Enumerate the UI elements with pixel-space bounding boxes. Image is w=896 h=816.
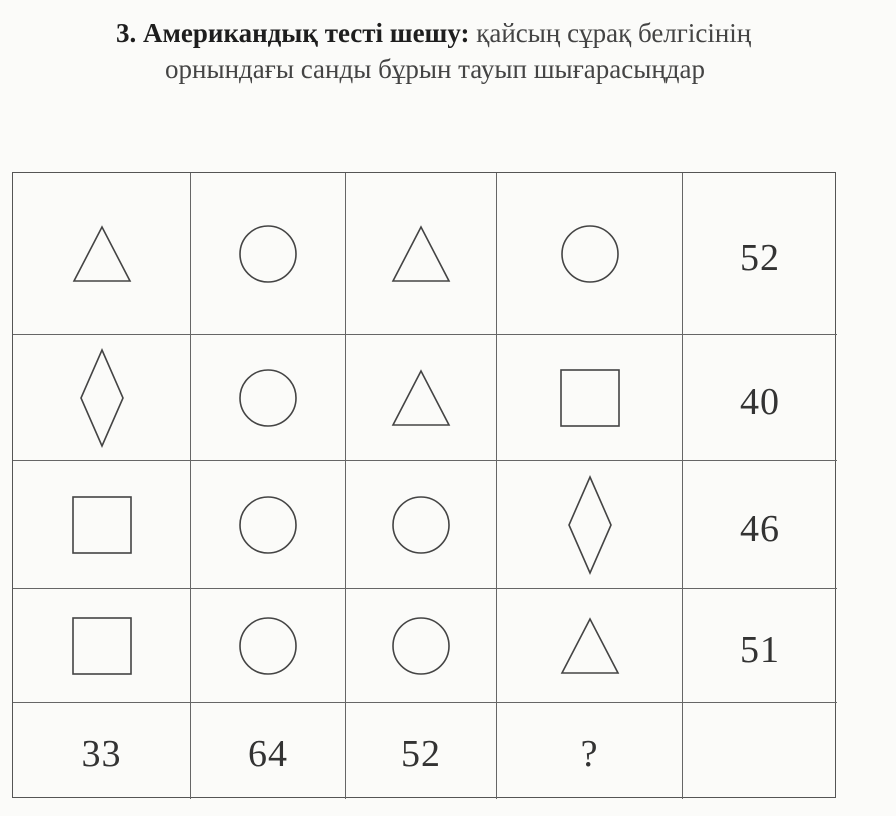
grid-cell — [346, 173, 497, 335]
triangle-icon — [391, 225, 451, 283]
grid-cell — [13, 335, 191, 461]
grid-cell — [497, 335, 683, 461]
column-sum-cell — [13, 703, 191, 799]
task-heading-line1 — [116, 14, 751, 52]
row-sum-cell — [683, 461, 837, 589]
task-number-title: 3. Американдық тесті шешу: — [116, 18, 470, 48]
circle-icon — [560, 224, 620, 284]
diamond-icon — [567, 475, 613, 575]
row-sum-cell — [683, 335, 837, 461]
square-icon — [559, 368, 621, 428]
row-sum-value: 46 — [740, 507, 780, 550]
circle-icon — [238, 224, 298, 284]
triangle-icon — [72, 225, 132, 283]
row-sum-value: 52 — [740, 236, 780, 279]
task-instruction-part2: орнындағы санды бұрын тауып шығарасыңдар — [165, 54, 706, 84]
column-sum-value: 33 — [81, 733, 122, 775]
circle-icon — [238, 495, 298, 555]
grid-cell — [497, 173, 683, 335]
circle-icon — [238, 616, 298, 676]
square-icon — [71, 495, 133, 555]
triangle-icon — [560, 617, 620, 675]
grid-cell — [497, 461, 683, 589]
row-sum-cell — [683, 173, 837, 335]
grid-cell — [191, 589, 346, 703]
unknown-sum-value: ? — [580, 733, 599, 775]
column-sum-value: 64 — [248, 733, 288, 775]
grid-cell — [191, 173, 346, 335]
triangle-icon — [391, 369, 451, 427]
grid-cell — [13, 461, 191, 589]
grid-cell — [191, 461, 346, 589]
task-instruction-part1: қайсың сұрақ белгісінің — [469, 18, 752, 48]
empty-corner-cell — [683, 703, 837, 799]
column-sum-value: 52 — [401, 733, 441, 775]
grid-cell — [13, 589, 191, 703]
row-sum-value: 40 — [740, 380, 780, 423]
circle-icon — [391, 495, 451, 555]
column-sum-cell — [346, 703, 497, 799]
grid-cell — [346, 589, 497, 703]
circle-icon — [238, 368, 298, 428]
grid-cell — [191, 335, 346, 461]
diamond-icon — [79, 348, 125, 448]
grid-cell — [497, 589, 683, 703]
grid-cell — [346, 461, 497, 589]
column-sum-cell — [497, 703, 683, 799]
puzzle-grid — [12, 172, 836, 798]
grid-cell — [346, 335, 497, 461]
grid-cell — [13, 173, 191, 335]
square-icon — [71, 616, 133, 676]
column-sum-cell — [191, 703, 346, 799]
row-sum-value: 51 — [740, 628, 780, 671]
circle-icon — [391, 616, 451, 676]
row-sum-cell — [683, 589, 837, 703]
